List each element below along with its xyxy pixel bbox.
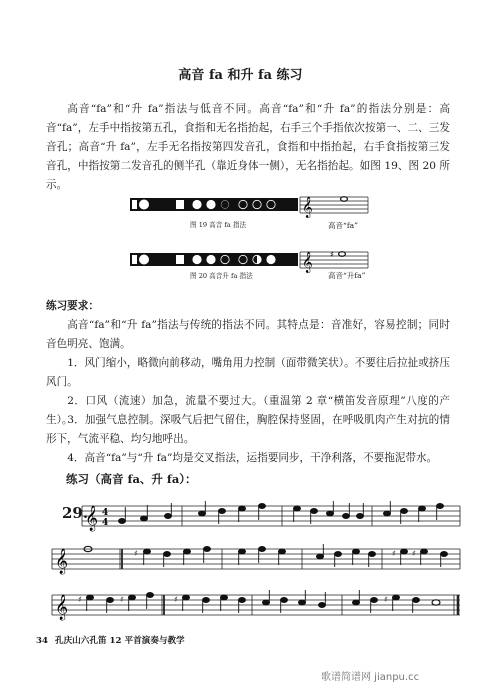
svg-text:4: 4 [102,518,109,528]
requirement-item-2: 2．口风（流速）加急，流量不要过大。（重温第 2 章“横笛发音原理”八度的产生）。 [46,395,450,426]
svg-text:♯: ♯ [134,549,138,558]
intro-paragraph: 高音“fa”和“升 fa”指法与低音不同。高音“fa”和“升 fa”的指法分别是：高音“fa”，左手中指按第五孔，食指和无名指抬起，右手三个手指依次按第一、二、三发音孔；高音“升 fa”，左手无名指按第四发音孔，食指和中指抬起，右手食指按第三发音孔，中指按第二发音孔的侧半孔（靠近身体一侧），无名指抬起。如图 19、图 20 所示。 [46,103,450,191]
svg-text:♯: ♯ [78,595,82,604]
page-title: 高音 fa 和升 fa 练习 [178,68,303,83]
svg-text:𝄞: 𝄞 [55,549,69,574]
figure-20 [0,250,481,290]
staff-note-fa [300,195,370,221]
music-staff-line-3 [52,592,462,620]
requirement-item-4: 4．高音“fa”与“升 fa”均是交叉指法，运指要同步，干净利落，不要拖泥带水。 [67,452,438,464]
figure-19-caption: 图 19 高音 fa 指法 [190,221,247,229]
svg-text:♯: ♯ [412,549,416,558]
requirements-lead: 高音“fa”和“升 fa”指法与传统的指法不同。其特点是：音准好，容易控制；同时音色明亮、饱满。 [46,319,450,350]
svg-text:𝄞: 𝄞 [302,197,313,218]
flute-fingering-sharp-fa-diagram [130,253,300,267]
flute-fingering-fa-diagram [130,198,300,212]
exercise-heading: 练习（高音 fa、升 fa）： [66,472,197,486]
watermark-text: 歌谱简谱网 jianpu.cc [321,672,420,683]
exercise-number: 29. [62,504,89,522]
music-staff-line-1 [82,503,462,529]
footer-page-info [36,634,185,646]
page-number: 34 [36,636,48,646]
music-staff-line-2 [52,546,462,572]
svg-text:4: 4 [102,508,109,518]
figure-20-note-label: 高音“升fa” [328,271,366,280]
svg-text:𝄞: 𝄞 [55,595,69,620]
svg-text:♯: ♯ [392,549,396,558]
svg-text:♯: ♯ [384,595,388,604]
figure-20-caption: 图 20 高音升 fa 指法 [190,272,253,280]
requirement-item-1: 1．风门缩小，略微向前移动，嘴角用力控制（面带微笑状）。不要往后拉扯或挤压风门。 [46,357,450,388]
book-title: 孔庆山六孔笛 12 平首演奏与教学 [54,636,185,646]
figure-19-note-label: 高音“fa” [328,221,358,230]
requirement-item-3: 3．加强气息控制。深吸气后把气留住，胸腔保持竖固，在呼吸肌肉产生对抗的情形下，气流平稳、均匀地呼出。 [46,414,450,445]
figure-19 [0,195,481,245]
svg-text:𝄞: 𝄞 [85,506,99,531]
svg-text:𝄞: 𝄞 [302,252,313,273]
svg-text:♯: ♯ [174,595,178,604]
requirements-heading: 练习要求： [46,300,99,312]
svg-text:♯: ♯ [330,250,334,259]
svg-text:♯: ♯ [120,595,124,604]
